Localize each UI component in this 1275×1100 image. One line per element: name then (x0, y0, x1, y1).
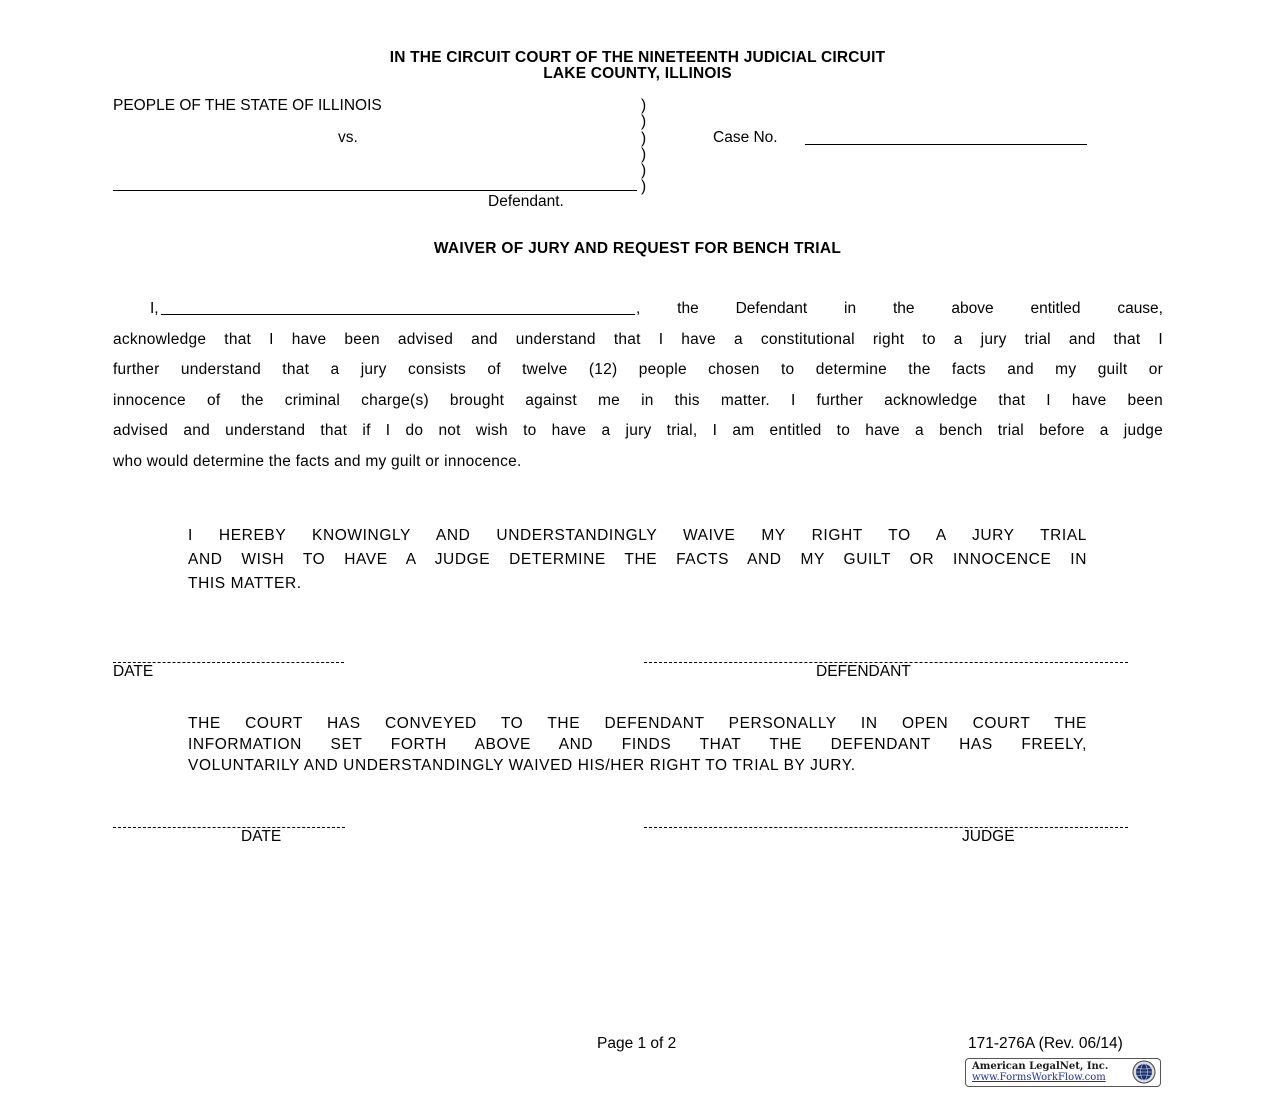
waiver-statement-line: AND WISH TO HAVE A JUDGE DETERMINE THE FACTS AND MY GUILT OR INNOCENCE IN (188, 551, 1087, 568)
judge-date-label: DATE (241, 828, 282, 845)
judge-date-signature-line[interactable] (113, 827, 345, 828)
court-statement-line: VOLUNTARILY AND UNDERSTANDINGLY WAIVED HIS/HER RIGHT TO TRIAL BY JURY. (188, 757, 856, 774)
intro-prefix: I, (150, 300, 159, 317)
defendant-label: Defendant. (488, 193, 564, 210)
paren: ) (641, 129, 647, 147)
page-number: Page 1 of 2 (597, 1035, 677, 1052)
defendant-signature-label: DEFENDANT (816, 663, 911, 680)
defendant-name-line[interactable] (113, 190, 637, 191)
publisher-logo[interactable] (965, 1058, 1161, 1087)
body-line: who would determine the facts and my guilt or innocence. (113, 453, 522, 470)
plaintiff-name: PEOPLE OF THE STATE OF ILLINOIS (113, 97, 382, 114)
case-number-field[interactable] (805, 144, 1087, 145)
document-title: WAIVER OF JURY AND REQUEST FOR BENCH TRIAL (433, 240, 842, 257)
body-line: further understand that a jury consists of twelve (12) people chosen to determine the facts and my guilt or (113, 361, 1163, 378)
defendant-name-blank[interactable] (161, 314, 635, 315)
county-name: LAKE COUNTY, ILLINOIS (543, 65, 732, 82)
logo-company-name: American LegalNet, Inc. (972, 1061, 1109, 1072)
body-line: advised and understand that if I do not wish to have a jury trial, I am entitled to have a bench trial before a judge (113, 422, 1163, 439)
globe-icon (1132, 1060, 1156, 1084)
waiver-statement-line: THIS MATTER. (188, 575, 302, 592)
paren: ) (641, 162, 647, 180)
court-name: IN THE CIRCUIT COURT OF THE NINETEENTH JUDICIAL CIRCUIT (389, 49, 886, 66)
caption-parentheses (641, 98, 646, 196)
logo-url-link[interactable]: www.FormsWorkFlow.com (972, 1072, 1106, 1083)
date-label: DATE (113, 663, 154, 680)
court-statement-line: INFORMATION SET FORTH ABOVE AND FINDS THAT THE DEFENDANT HAS FREELY, (188, 736, 1087, 753)
waiver-statement-line: I HEREBY KNOWINGLY AND UNDERSTANDINGLY WAIVE MY RIGHT TO A JURY TRIAL (188, 527, 1087, 544)
intro-suffix: , the Defendant in the above entitled cause, (636, 300, 1163, 317)
judge-signature-label: JUDGE (962, 828, 1015, 845)
form-number: 171-276A (Rev. 06/14) (968, 1035, 1123, 1052)
paren: ) (641, 145, 647, 163)
body-line: acknowledge that I have been advised and understand that I have a constitutional right to a jury trial and that I (113, 331, 1163, 348)
paren: ) (641, 97, 647, 114)
paren: ) (641, 113, 647, 131)
court-statement-line: THE COURT HAS CONVEYED TO THE DEFENDANT PERSONALLY IN OPEN COURT THE (188, 715, 1087, 732)
case-number-label: Case No. (713, 129, 778, 146)
judge-signature-line[interactable] (644, 827, 1128, 828)
body-line: innocence of the criminal charge(s) brought against me in this matter. I further acknowledge that I have been (113, 392, 1163, 409)
paren: ) (641, 178, 647, 196)
versus-text: vs. (338, 129, 358, 146)
